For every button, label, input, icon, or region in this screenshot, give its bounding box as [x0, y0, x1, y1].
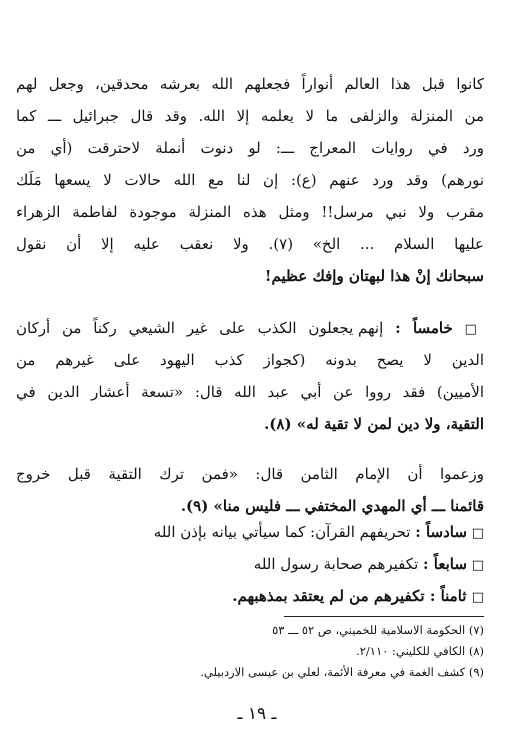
item-text: تحريفهم القرآن: كما سيأتي بيانه بإذن الله — [153, 523, 411, 541]
text-line — [16, 312, 484, 344]
item-text: تكفيرهم صحابة رسول الله — [253, 555, 419, 573]
text-line: من المنزلة والزلفى ما لا يعلمه إلا الله. وقد قال جبرائيل ـــ كما — [16, 107, 484, 125]
list-item — [16, 580, 484, 612]
list-item — [16, 516, 484, 548]
item-text: تكفيرهم من لم يعتقد بمذهبهم. — [232, 587, 425, 605]
text-line: ورد في روايات المعراج ـــ: لو دنوت أنملة لاحترقت (أي من — [16, 139, 484, 157]
text-line: الأميين) فقد رووا عن أبي عبد الله قال: «تسعة أعشار الدين في — [16, 383, 484, 401]
text-line: وزعموا أن الإمام الثامن قال: «فمن ترك التقية قبل خروج — [16, 465, 484, 483]
paragraph-1 — [16, 68, 484, 292]
item-label: سادساً : — [415, 523, 467, 541]
checkbox-marker: □ — [471, 590, 484, 605]
text-line: مقرب ولا نبي مرسل!! ومثل هذه المنزلة موجودة لفاطمة الزهراء — [16, 203, 484, 221]
paragraph-fifth — [16, 312, 484, 440]
checkbox-marker: □ — [464, 322, 484, 337]
list-items — [16, 516, 484, 612]
footnote-8: (٨) الكافي للكليني: ٢/١١٠. — [356, 644, 484, 658]
item-label: خامساً : — [395, 319, 453, 337]
text-line: عليها السلام ... الخ» (٧). ولا نعقب عليه إلا أن نقول — [16, 235, 484, 253]
checkbox-marker: □ — [471, 558, 484, 573]
footnote-7: (٧) الحكومة الاسلامية للخميني، ص ٥٢ ـــ ٥٣ — [272, 623, 484, 637]
text-line: نورهم) وقد ورد عنهم (ع): إن لنا مع الله حالات لا يسعها مَلَك — [16, 171, 484, 189]
checkbox-marker: □ — [471, 526, 484, 541]
text-line: قائمنا ـــ أي المهدي المختفي ـــ فليس منا» (٩). — [180, 497, 484, 515]
footnote-9: (٩) كشف الغمة في معرفة الأئمة، لعلي بن عيسى الاردبيلي. — [200, 665, 484, 679]
text-line: سبحانك إنْ هذا لبهتان وإفك عظيم! — [264, 267, 484, 285]
item-text: إنهم يجعلون الكذب على غير الشيعي ركناً من أركان — [16, 319, 384, 337]
list-item — [16, 548, 484, 580]
text-line: كانوا قبل هذا العالم أنواراً فجعلهم الله بعرشه محدقين، وجعل لهم — [16, 75, 484, 93]
text-line: الدين لا يصح بدونه (كجواز كذب اليهود على غيرهم من — [16, 351, 484, 369]
footnote-divider — [284, 616, 484, 617]
page-number: ـ ١٩ ـ — [237, 704, 277, 724]
item-label: سابعاً : — [423, 555, 467, 573]
paragraph-3 — [16, 458, 484, 522]
text-line: التقية، ولا دين لمن لا تقية له» (٨). — [264, 415, 484, 433]
item-label: ثامناً : — [429, 587, 467, 605]
